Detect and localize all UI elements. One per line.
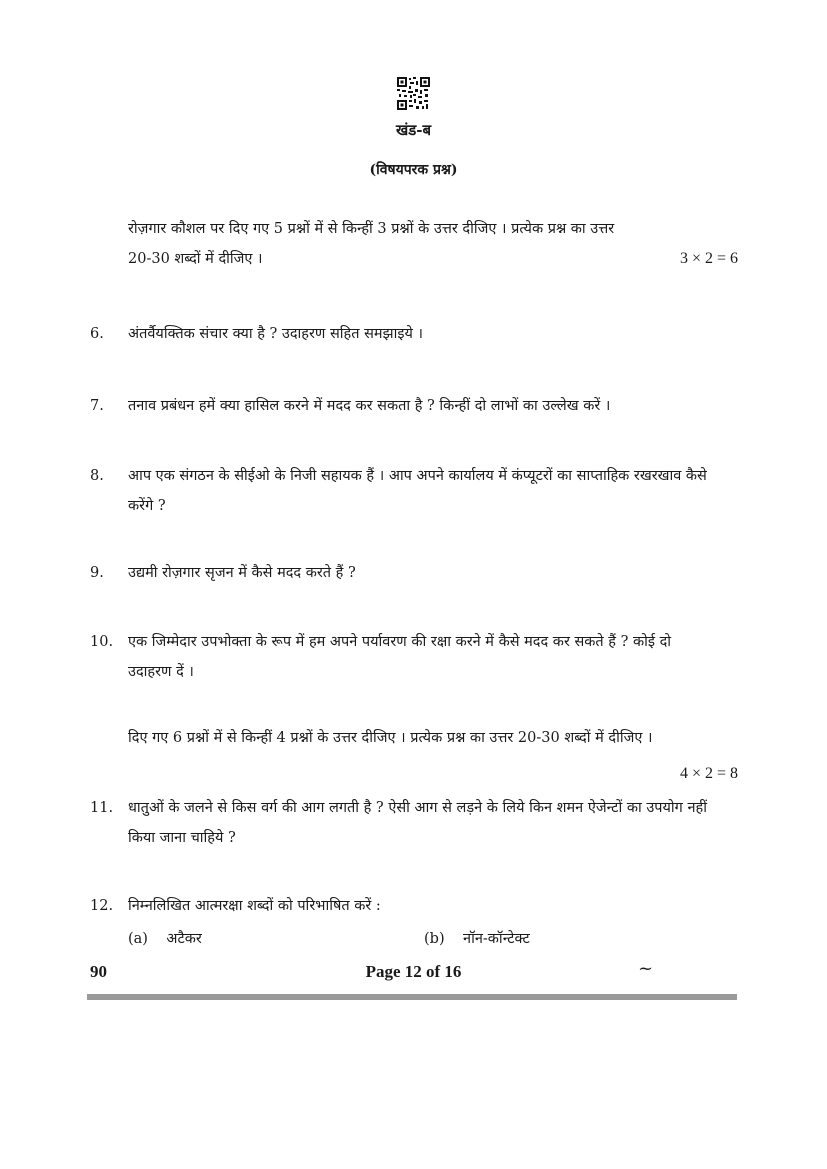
question-text: अंतर्वैयक्तिक संचार क्या है ? उदाहरण सहित समझाइये । <box>128 326 423 342</box>
question-number: 6. <box>90 326 104 342</box>
option-label: (a) <box>128 931 148 947</box>
question-text: धातुओं के जलने से किस वर्ग की आग लगती है ? ऐसी आग से लड़ने के लिये किन शमन ऐजेन्टों का उपयोग नहीं किया जाना चाहिये ? <box>128 800 707 846</box>
question-number: 12. <box>90 898 114 914</box>
instruction-line-2: 20-30 शब्दों में दीजिए । <box>128 251 263 267</box>
qr-code-icon <box>397 77 430 110</box>
instruction-line-1: रोज़गार कौशल पर दिए गए 5 प्रश्नों में से किन्हीं 3 प्रश्नों के उत्तर दीजिए । प्रत्येक प्रश्न का उत्तर <box>128 221 615 237</box>
footer-mark: ~ <box>638 958 654 979</box>
option-a <box>128 928 202 948</box>
question-number: 11. <box>90 800 114 816</box>
option-text: अटैकर <box>166 931 202 947</box>
marks-part2: 4 × 2 = 8 <box>679 765 738 782</box>
question-number: 9. <box>90 565 104 581</box>
section-subtitle: (विषयपरक प्रश्न) <box>369 162 458 178</box>
option-b <box>424 928 530 948</box>
paper-code: 90 <box>90 962 107 981</box>
question-number: 7. <box>90 398 104 414</box>
section-title: खंड-ब <box>395 121 432 139</box>
question-text: तनाव प्रबंधन हमें क्या हासिल करने में मदद कर सकता है ? किन्हीं दो लाभों का उल्लेख करें । <box>128 398 611 414</box>
question-text: एक जिम्मेदार उपभोक्ता के रूप में हम अपने पर्यावरण की रक्षा करने में कैसे मदद कर सकते हैं ? कोई दो उदाहरण दें । <box>128 634 672 680</box>
footer-divider <box>87 994 737 1000</box>
option-text: नॉन-कॉन्टेक्ट <box>463 931 530 947</box>
question-text: उद्यमी रोज़गार सृजन में कैसे मदद करते हैं ? <box>128 565 356 581</box>
instruction-part2: दिए गए 6 प्रश्नों में से किन्हीं 4 प्रश्नों के उत्तर दीजिए । प्रत्येक प्रश्न का उत्तर 20-30 शब्दों में दीजिए । <box>128 730 653 746</box>
marks-part1: 3 × 2 = 6 <box>679 250 738 267</box>
page-number: Page 12 of 16 <box>365 962 462 981</box>
option-label: (b) <box>424 931 445 947</box>
question-text: निम्नलिखित आत्मरक्षा शब्दों को परिभाषित करें : <box>128 898 381 914</box>
question-number: 8. <box>90 468 104 484</box>
question-number: 10. <box>90 634 114 650</box>
question-text: आप एक संगठन के सीईओ के निजी सहायक हैं । आप अपने कार्यालय में कंप्यूटरों का साप्ताहिक रखरखाव कैसे करेंगे ? <box>128 468 707 514</box>
